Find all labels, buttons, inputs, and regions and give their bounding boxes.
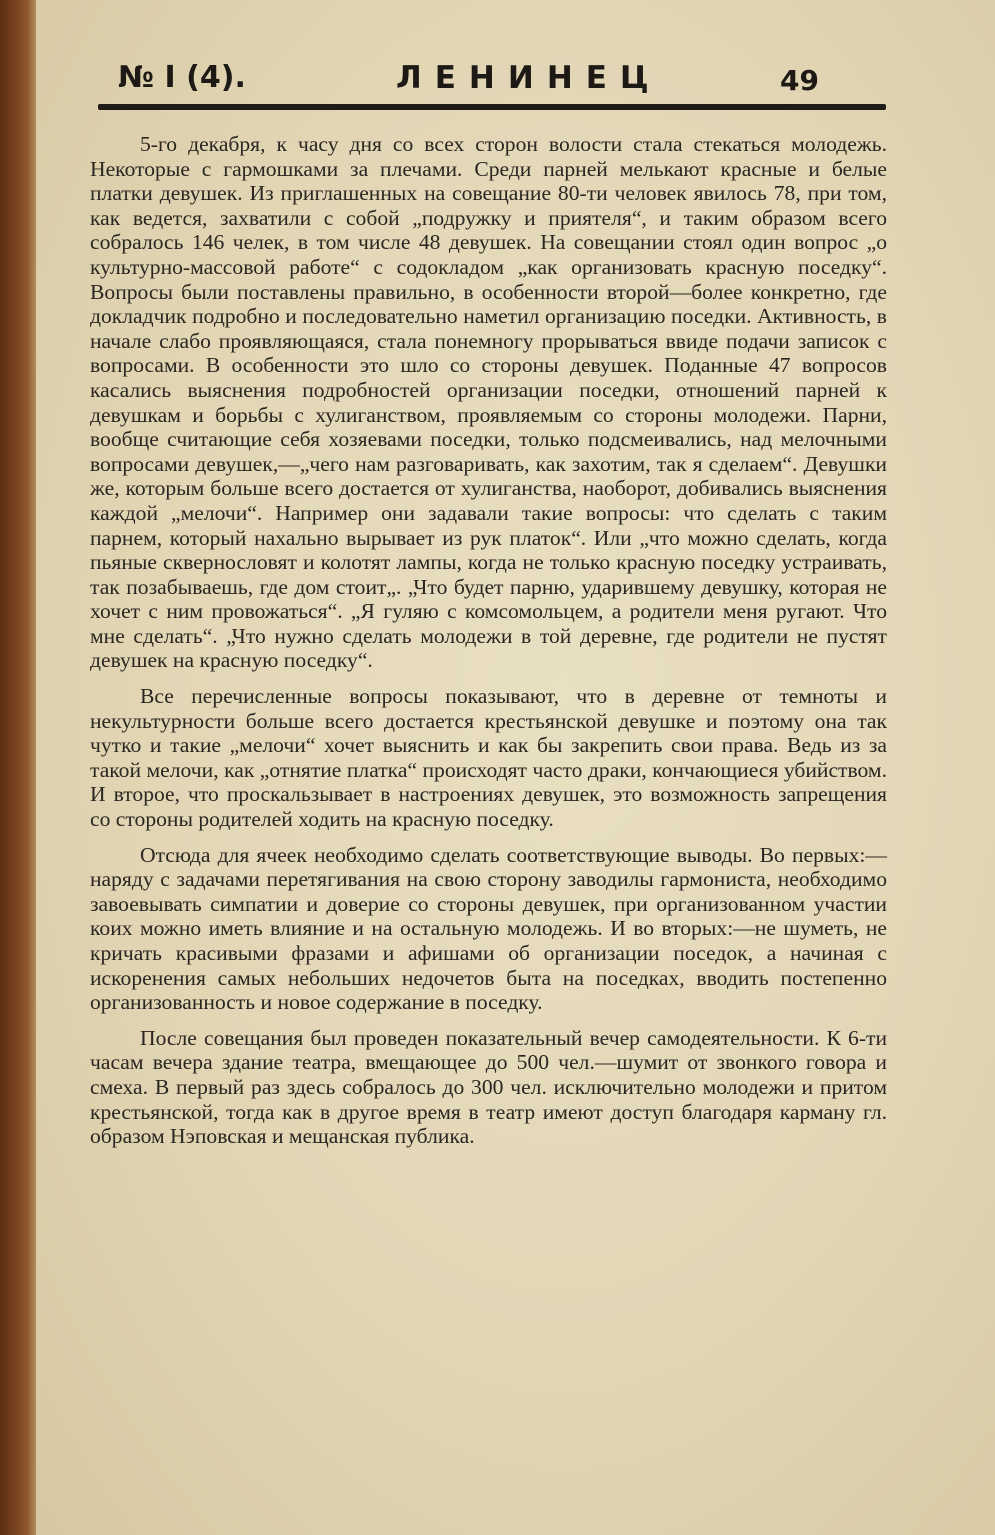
header-rule (98, 104, 886, 110)
issue-number: № I (4). (118, 60, 246, 95)
paragraph: Отсюда для ячеек необходимо сделать соответствующие выводы. Во первых:—наряду с задачами перетягивания на свою сторону заводилы гармониста, необходимо завоевывать симпатии и доверие со стороны девушек, при организованном участии коих можно иметь влияние и на остальную молодежь. И во вторых:—не шуметь, не кричать красивыми фразами и афишами об организации поседок, а начиная с искоренения самых небольших недочетов быта на поседках, вводить постепенно организованность и новое содержание в поседку. (90, 842, 887, 1015)
article-body (90, 132, 887, 1160)
paragraph: Все перечисленные вопросы показывают, что в деревне от темноты и некультурности больше всего достается крестьянской девушке и поэтому она так чутко и такие „мелочи“ хочет выяснить и как бы закрепить свои права. Ведь из за такой мелочи, как „отнятие платка“ происходят часто драки, кончающиеся убийством. И второе, что проскальзывает в настроениях девушек, это возможность запрещения со стороны родителей ходить на красную поседку. (90, 684, 887, 832)
page-header (98, 58, 898, 106)
page-number: 49 (780, 64, 819, 97)
journal-title: ЛЕНИНЕЦ (396, 60, 662, 96)
document-page (36, 0, 995, 1535)
book-spine (0, 0, 36, 1535)
paragraph: 5-го декабря, к часу дня со всех сторон волости стала стекаться молодежь. Некоторые с гармошками за плечами. Среди парней мелькают красные и белые платки девушек. Из приглашенных на совещание 80-ти человек явилось 78, при том, как ведется, захватили с собой „подружку и приятеля“, и таким образом всего собралось 146 челек, в том числе 48 девушек. На совещании стоял один вопрос „о культурно-массовой работе“ с содокладом „как организовать красную поседку“. Вопросы были поставлены правильно, в особенности второй—более конкретно, где докладчик подробно и последовательно наметил организацию поседки. Активность, в начале слабо проявляющаяся, стала понемногу прорываться ввиде подачи записок с вопросами. В особенности это шло со стороны девушек. Поданные 47 вопросов касались выяснения подробностей организации поседки, отношений парней к девушкам и борьбы с хулиганством, проявляемым со стороны молодежи. Парни, вообще считающие себя хозяевами поседки, только подсмеивались, над мелочными вопросами девушек,—„чего нам разговаривать, как захотим, так я сделаем“. Девушки же, которым больше всего достается от хулиганства, наоборот, добивались выяснения каждой „мелочи“. Например они задавали такие вопросы: что сделать с таким парнем, который нахально вырывает из рук платок“. Или „что можно сделать, когда пьяные сквернословят и колотят лампы, когда не только красную поседку устраивать, так позабываешь, где дом стоит„. „Что будет парню, ударившему девушку, которая не хочет с ним провожаться“. „Я гуляю с комсомольцем, а родители меня ругают. Что мне сделать“. „Что нужно сделать молодежи в той деревне, где родители не пустят девушек на красную поседку“. (90, 132, 887, 673)
paragraph: После совещания был проведен показательный вечер самодеятельности. К 6-ти часам вечера здание театра, вмещающее до 500 чел.—шумит от звонкого говора и смеха. В первый раз здесь собралось до 300 чел. исключительно молодежи и притом крестьянской, тогда как в другое время в театр имеют доступ благодаря карману гл. образом Нэповская и мещанская публика. (90, 1025, 887, 1149)
